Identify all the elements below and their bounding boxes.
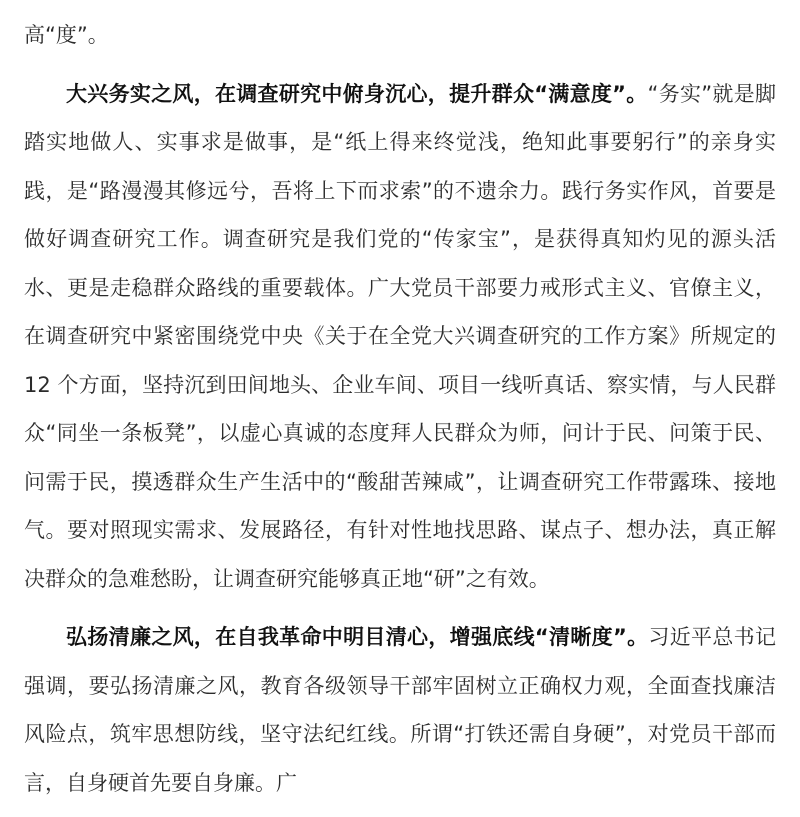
article-body: [24, 11, 776, 817]
paragraph-lead: 弘扬清廉之风，在自我革命中明目清心，增强底线“清晰度”。: [66, 625, 649, 649]
paragraph-text: “务实”就是脚踏实地做人、实事求是做事，是“纸上得来终觉浅，绝知此事要躬行”的亲身实践，是“路漫漫其修远兮，吾将上下而求索”的不遗余力。践行务实作风，首要是做好调查研究工作。调查研究是我们党的“传家宝”，是获得真知灼见的源头活水、更是走稳群众路线的重要载体。广大党员干部要力戒形式主义、官僚主义，在调查研究中紧密围绕党中央《关于在全党大兴调查研究的工作方案》所规定的 12 个方面，坚持沉到田间地头、企业车间、项目一线听真话、察实情，与人民群众“同坐一条板凳”，以虚心真诚的态度拜人民群众为师，问计于民、问策于民、问需于民，摸透群众生产生活中的“酸甜苦辣咸”，让调查研究工作带露珠、接地气。要对照现实需求、发展路径，有针对性地找思路、谋点子、想办法，真正解决群众的急难愁盼，让调查研究能够真正地“研”之有效。: [24, 81, 776, 591]
paragraph-pragmatism: [24, 70, 776, 604]
paragraph-continuation: [24, 11, 776, 60]
paragraph-text: 习近平总书记强调，要弘扬清廉之风，教育各级领导干部牢固树立正确权力观，全面查找廉洁风险点，筑牢思想防线，坚守法纪红线。所谓“打铁还需自身硬”，对党员干部而言，自身硬首先要自身廉。广: [24, 625, 776, 795]
paragraph-integrity: [24, 613, 776, 807]
paragraph-text: 高“度”。: [24, 23, 109, 47]
paragraph-lead: 大兴务实之风，在调查研究中俯身沉心，提升群众“满意度”。: [66, 81, 648, 106]
